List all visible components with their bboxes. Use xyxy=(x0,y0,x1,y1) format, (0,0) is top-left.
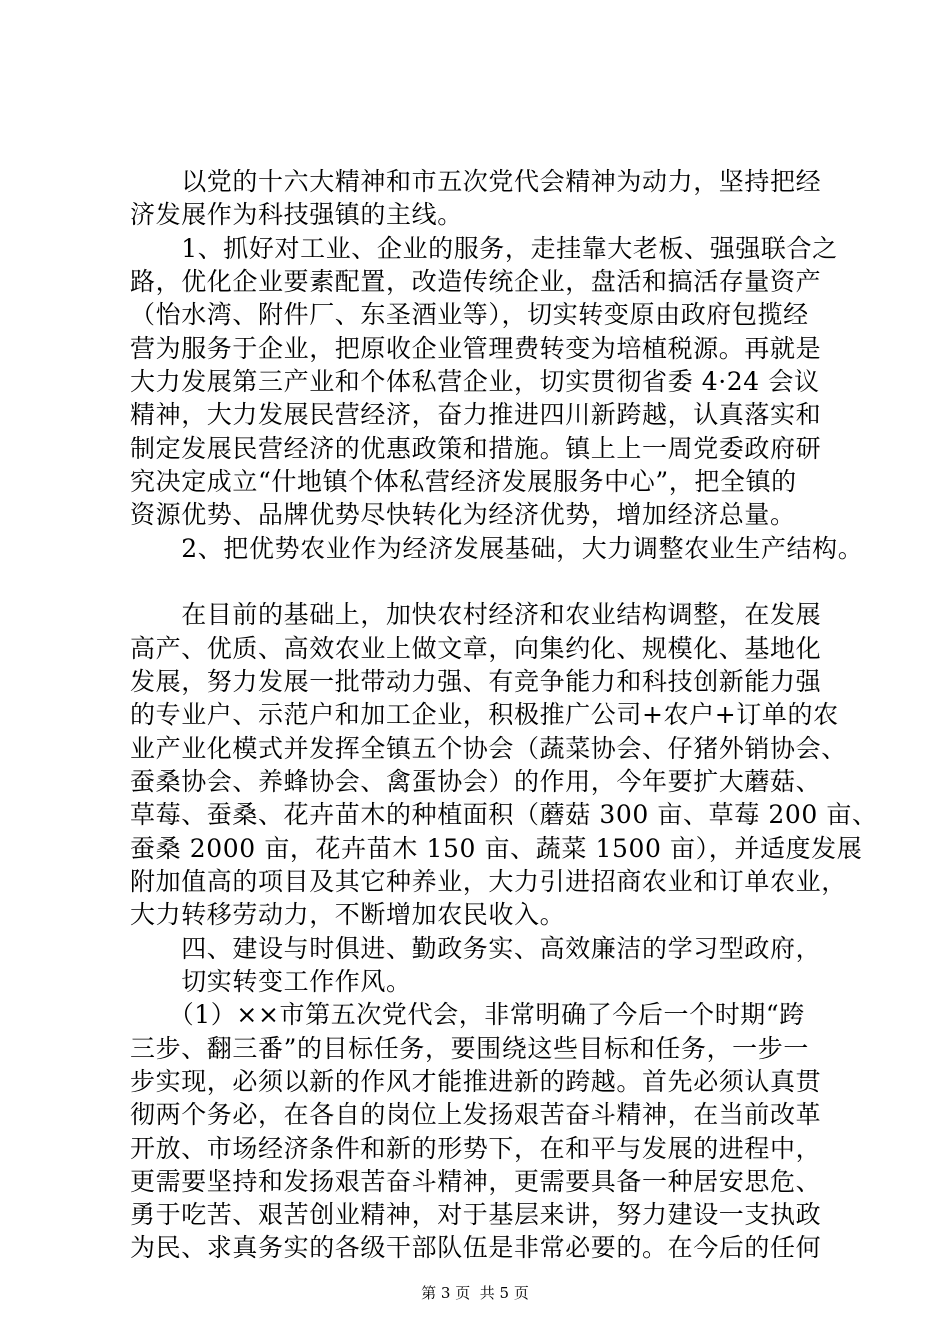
body-text-line: 1、抓好对工业、企业的服务，走挂靠大老板、强强联合之 xyxy=(130,234,838,263)
section-heading-line: 切实转变工作作风。 xyxy=(130,967,412,996)
body-text-line: 究决定成立“什地镇个体私营经济发展服务中心”，把全镇的 xyxy=(130,467,797,496)
body-text-line: 以党的十六大精神和市五次党代会精神为动力，坚持把经 xyxy=(130,167,822,196)
body-text-line: 附加值高的项目及其它种养业，大力引进招商农业和订单农业， xyxy=(130,867,847,896)
body-text-line: 勇于吃苦、艰苦创业精神，对于基层来讲，努力建设一支执政 xyxy=(130,1200,822,1229)
body-text-line: 精神，大力发展民营经济，奋力推进四川新跨越，认真落实和 xyxy=(130,400,822,429)
body-text-line: 大力转移劳动力，不断增加农民收入。 xyxy=(130,900,566,929)
body-text-line: 业产业化模式并发挥全镇五个协会（蔬菜协会、仔猪外销协会、 xyxy=(130,734,847,763)
page-number-footer: 第 3 页 共 5 页 xyxy=(421,1284,529,1302)
body-text-line: 为民、求真务实的各级干部队伍是非常必要的。在今后的任何 xyxy=(130,1233,822,1262)
body-text-line: 大力发展第三产业和个体私营企业，切实贯彻省委 4·24 会议 xyxy=(130,367,820,396)
body-text-line: （1）××市第五次党代会，非常明确了今后一个时期“跨 xyxy=(130,1000,805,1029)
body-text-line: （怡水湾、附件厂、东圣酒业等），切实转变原由政府包揽经 xyxy=(130,300,809,329)
body-text-line: 蚕桑 2000 亩，花卉苗木 150 亩、蔬菜 1500 亩），并适度发展 xyxy=(130,834,863,863)
body-text-line: 制定发展民营经济的优惠政策和措施。镇上上一周党委政府研 xyxy=(130,434,822,463)
body-text-line: 草莓、蚕桑、花卉苗木的种植面积（蘑菇 300 亩、草莓 200 亩、 xyxy=(130,800,878,829)
body-text-line: 步实现，必须以新的作风才能推进新的跨越。首先必须认真贯 xyxy=(130,1067,822,1096)
body-text-line: 2、把优势农业作为经济发展基础，大力调整农业生产结构。 xyxy=(130,534,864,563)
body-text-line: 资源优势、品牌优势尽快转化为经济优势，增加经济总量。 xyxy=(130,500,796,529)
body-text-line: 营为服务于企业，把原收企业管理费转变为培植税源。再就是 xyxy=(130,334,822,363)
body-text-line: 发展，努力发展一批带动力强、有竞争能力和科技创新能力强 xyxy=(130,667,822,696)
body-text-line: 三步、翻三番”的目标任务，要围绕这些目标和任务，一步一 xyxy=(130,1034,809,1063)
body-text-line: 的专业户、示范户和加工企业，积极推广公司+农户+订单的农 xyxy=(130,700,839,729)
body-text-line: 彻两个务必，在各自的岗位上发扬艰苦奋斗精神，在当前改革 xyxy=(130,1100,822,1129)
body-text-line: 蚕桑协会、养蜂协会、禽蛋协会）的作用，今年要扩大蘑菇、 xyxy=(130,767,822,796)
body-text-line: 开放、市场经济条件和新的形势下，在和平与发展的进程中， xyxy=(130,1134,822,1163)
body-text-line: 更需要坚持和发扬艰苦奋斗精神，更需要具备一种居安思危、 xyxy=(130,1167,822,1196)
body-text-line: 高产、优质、高效农业上做文章，向集约化、规模化、基地化 xyxy=(130,634,822,663)
section-heading-line: 四、建设与时俱进、勤政务实、高效廉洁的学习型政府， xyxy=(130,934,822,963)
body-text-line: 济发展作为科技强镇的主线。 xyxy=(130,200,463,229)
body-text-line: 在目前的基础上，加快农村经济和农业结构调整，在发展 xyxy=(130,600,822,629)
body-text-line: 路，优化企业要素配置，改造传统企业，盘活和搞活存量资产 xyxy=(130,267,822,296)
